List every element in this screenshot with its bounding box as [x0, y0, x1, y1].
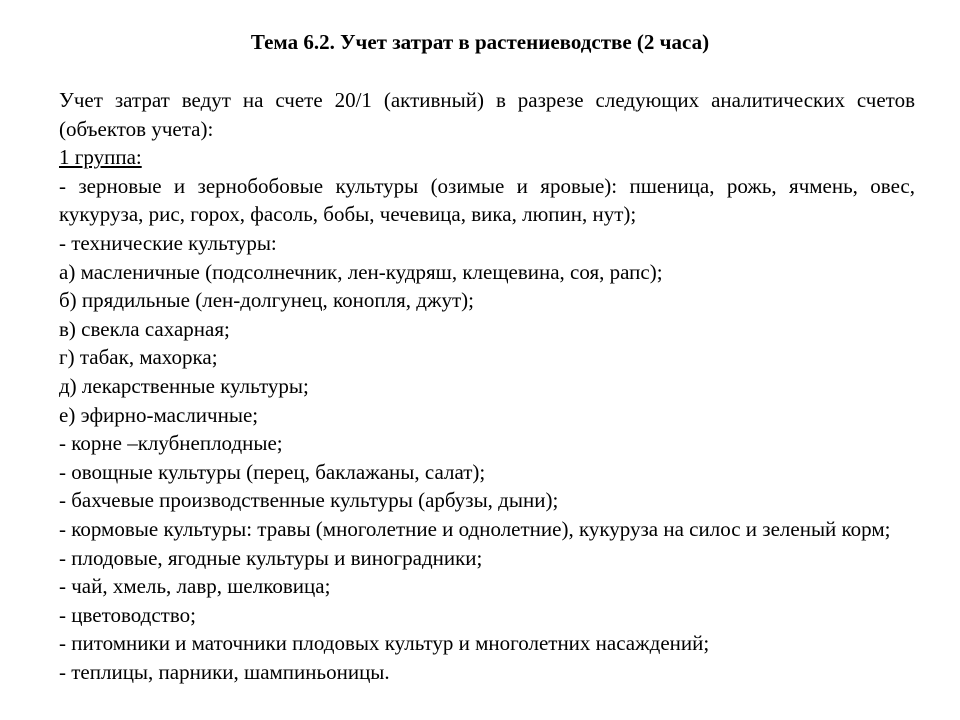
- list-item: д) лекарственные культуры;: [59, 373, 309, 398]
- list-item: в) свекла сахарная;: [59, 316, 230, 341]
- list-item: а) масленичные (подсолнечник, лен-кудряш, клещевина, соя, рапс);: [59, 259, 663, 284]
- list-item: - кормовые культуры: травы (многолетние и однолетние), кукуруза на силос и зеленый корм;: [59, 516, 891, 541]
- list-item: б) прядильные (лен-долгунец, конопля, джут);: [59, 288, 474, 313]
- list-item: - плодовые, ягодные культуры и виноградники;: [59, 545, 483, 570]
- page-title: Тема 6.2. Учет затрат в растениеводстве (2 часа): [250, 30, 710, 54]
- list-item: - технические культуры:: [59, 230, 277, 255]
- list-item: - корне –клубнеплодные;: [59, 431, 283, 456]
- list-item: - теплицы, парники, шампиньоницы.: [59, 659, 390, 684]
- list-item: - овощные культуры (перец, баклажаны, салат);: [59, 459, 486, 484]
- list-item: е) эфирно-масличные;: [59, 402, 259, 427]
- list-item: - питомники и маточники плодовых культур и многолетних насаждений;: [59, 631, 710, 656]
- group-label: 1 группа:: [59, 145, 142, 170]
- list-item: - цветоводство;: [59, 602, 196, 627]
- list-item: - бахчевые производственные культуры (арбузы, дыни);: [59, 488, 559, 513]
- list-item: - зерновые и зернобобовые культуры (озимые и яровые): пшеница, рожь, ячмень, овес, кукуруза, рис, горох, фасоль, бобы, чечевица, вика, люпин, нут);: [59, 173, 915, 227]
- intro-paragraph: Учет затрат ведут на счете 20/1 (активный) в разрезе следующих аналитических счетов (объектов учета):: [59, 88, 915, 141]
- document-body: [59, 86, 915, 686]
- list-item: г) табак, махорка;: [59, 345, 218, 370]
- list-item: - чай, хмель, лавр, шелковица;: [59, 574, 331, 599]
